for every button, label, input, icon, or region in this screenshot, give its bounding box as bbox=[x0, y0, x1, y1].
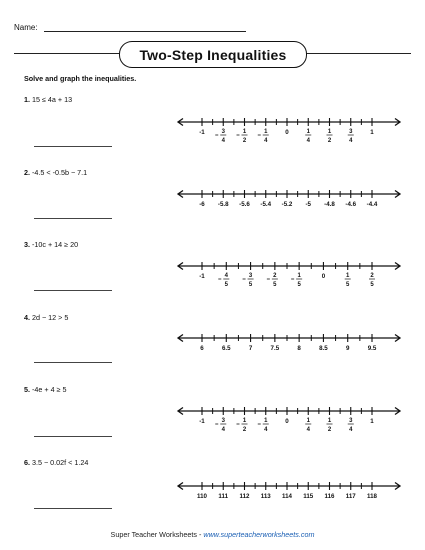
tick-label: 0 bbox=[285, 418, 289, 425]
problem-text: 3.5 − 0.02f < 1.24 bbox=[32, 458, 89, 467]
footer-brand: Super Teacher Worksheets - bbox=[110, 530, 204, 539]
tick-label: 110 bbox=[197, 493, 207, 500]
fraction-denominator: 2 bbox=[242, 138, 247, 144]
fraction-numerator: 2 bbox=[273, 273, 277, 279]
fraction-numerator: 1 bbox=[264, 129, 268, 135]
fraction-numerator: 1 bbox=[264, 418, 268, 424]
name-answer-line[interactable] bbox=[44, 31, 246, 32]
answer-line-2[interactable] bbox=[34, 218, 112, 219]
fraction-denominator: 2 bbox=[327, 427, 332, 433]
tick-label: -5.8 bbox=[217, 201, 229, 208]
fraction-numerator: 1 bbox=[327, 129, 332, 135]
tick-label: 9.5 bbox=[367, 345, 377, 352]
fraction-numerator: 3 bbox=[349, 418, 353, 424]
tick-label: 118 bbox=[367, 493, 377, 500]
tick-label: 117 bbox=[345, 493, 356, 500]
instructions: Solve and graph the inequalities. bbox=[24, 74, 137, 83]
tick-label: -4.6 bbox=[345, 201, 357, 208]
fraction-denominator: 4 bbox=[349, 427, 353, 433]
problem-3 bbox=[24, 240, 78, 249]
number-line-5[interactable] bbox=[174, 401, 404, 441]
fraction-denominator: 4 bbox=[264, 138, 268, 144]
tick-label: 6 bbox=[200, 345, 204, 352]
tick-label: -5.6 bbox=[239, 201, 250, 208]
tick-label: 112 bbox=[239, 493, 250, 500]
fraction-numerator: 1 bbox=[346, 273, 350, 279]
tick-label: -5.4 bbox=[260, 201, 272, 208]
name-label: Name: bbox=[14, 23, 38, 32]
tick-label: -1 bbox=[199, 273, 205, 280]
fraction-numerator: 1 bbox=[306, 418, 310, 424]
problem-number: 4. bbox=[24, 313, 30, 322]
number-line-6[interactable] bbox=[174, 476, 404, 516]
title-rule-left bbox=[14, 53, 119, 54]
problem-text: -4e + 4 ≥ 5 bbox=[32, 385, 67, 394]
tick-label: 114 bbox=[282, 493, 292, 500]
problem-text: 15 ≤ 4a + 13 bbox=[32, 95, 73, 104]
fraction-numerator: 1 bbox=[242, 129, 247, 135]
tick-label: 116 bbox=[324, 493, 335, 500]
fraction-denominator: 4 bbox=[306, 138, 310, 144]
problem-number: 3. bbox=[24, 240, 30, 249]
tick-label: 7 bbox=[248, 345, 253, 352]
tick-label: 113 bbox=[260, 493, 271, 500]
problem-number: 1. bbox=[24, 95, 30, 104]
tick-label: -4.8 bbox=[324, 201, 335, 208]
problem-text: -10c + 14 ≥ 20 bbox=[32, 240, 79, 249]
tick-label: 111 bbox=[218, 493, 229, 500]
problem-2 bbox=[24, 168, 87, 177]
fraction-denominator: 4 bbox=[349, 138, 353, 144]
title-rule-right bbox=[305, 53, 411, 54]
tick-label: -4.4 bbox=[366, 201, 378, 208]
tick-label: 8.5 bbox=[319, 345, 328, 352]
fraction-numerator: 2 bbox=[370, 273, 374, 279]
tick-label: -6 bbox=[199, 201, 205, 208]
fraction-denominator: 5 bbox=[346, 282, 350, 288]
tick-label: 7.5 bbox=[270, 345, 280, 352]
fraction-denominator: 5 bbox=[224, 282, 228, 288]
fraction-denominator: 4 bbox=[306, 427, 310, 433]
tick-label: 8 bbox=[297, 345, 301, 352]
fraction-denominator: 4 bbox=[221, 138, 225, 144]
footer-link[interactable]: www.superteacherworksheets.com bbox=[203, 530, 315, 539]
fraction-denominator: 2 bbox=[327, 138, 332, 144]
footer bbox=[0, 530, 425, 539]
page-title: Two-Step Inequalities bbox=[119, 41, 307, 68]
fraction-denominator: 5 bbox=[370, 282, 374, 288]
number-line-1[interactable] bbox=[174, 112, 404, 152]
fraction-denominator: 4 bbox=[221, 427, 225, 433]
fraction-numerator: 3 bbox=[221, 129, 225, 135]
fraction-denominator: 5 bbox=[273, 282, 277, 288]
tick-label: 0 bbox=[321, 273, 326, 280]
fraction-denominator: 4 bbox=[264, 427, 268, 433]
fraction-numerator: 1 bbox=[327, 418, 332, 424]
fraction-denominator: 5 bbox=[248, 282, 253, 288]
answer-line-3[interactable] bbox=[34, 290, 112, 291]
answer-line-4[interactable] bbox=[34, 362, 112, 363]
problem-number: 2. bbox=[24, 168, 30, 177]
problem-text: -4.5 < -0.5b − 7.1 bbox=[32, 168, 88, 177]
fraction-numerator: 3 bbox=[221, 418, 225, 424]
tick-label: 1 bbox=[370, 418, 374, 425]
problem-number: 6. bbox=[24, 458, 30, 467]
number-line-3[interactable] bbox=[174, 256, 404, 296]
fraction-denominator: 5 bbox=[297, 282, 301, 288]
number-line-2[interactable] bbox=[174, 184, 404, 224]
problem-number: 5. bbox=[24, 385, 30, 394]
tick-label: -5 bbox=[305, 201, 312, 208]
problem-5 bbox=[24, 385, 67, 394]
fraction-numerator: 1 bbox=[297, 273, 301, 279]
tick-label: 0 bbox=[285, 129, 289, 136]
problem-text: 2d − 12 > 5 bbox=[32, 313, 69, 322]
tick-label: 6.5 bbox=[221, 345, 231, 352]
answer-line-6[interactable] bbox=[34, 508, 112, 509]
fraction-numerator: 3 bbox=[349, 129, 353, 135]
number-line-4[interactable] bbox=[174, 328, 404, 368]
tick-label: 1 bbox=[370, 129, 374, 136]
tick-label: 9 bbox=[345, 345, 350, 352]
problem-6 bbox=[24, 458, 88, 467]
fraction-numerator: 3 bbox=[248, 273, 253, 279]
fraction-numerator: 1 bbox=[306, 129, 310, 135]
answer-line-1[interactable] bbox=[34, 146, 112, 147]
fraction-denominator: 2 bbox=[242, 427, 247, 433]
fraction-numerator: 1 bbox=[242, 418, 247, 424]
problem-1 bbox=[24, 95, 72, 104]
tick-label: -5.2 bbox=[281, 201, 293, 208]
tick-label: -1 bbox=[199, 129, 205, 136]
problem-4 bbox=[24, 313, 68, 322]
answer-line-5[interactable] bbox=[34, 436, 112, 437]
tick-label: -1 bbox=[199, 418, 205, 425]
fraction-numerator: 4 bbox=[224, 273, 228, 279]
tick-label: 115 bbox=[303, 493, 314, 500]
